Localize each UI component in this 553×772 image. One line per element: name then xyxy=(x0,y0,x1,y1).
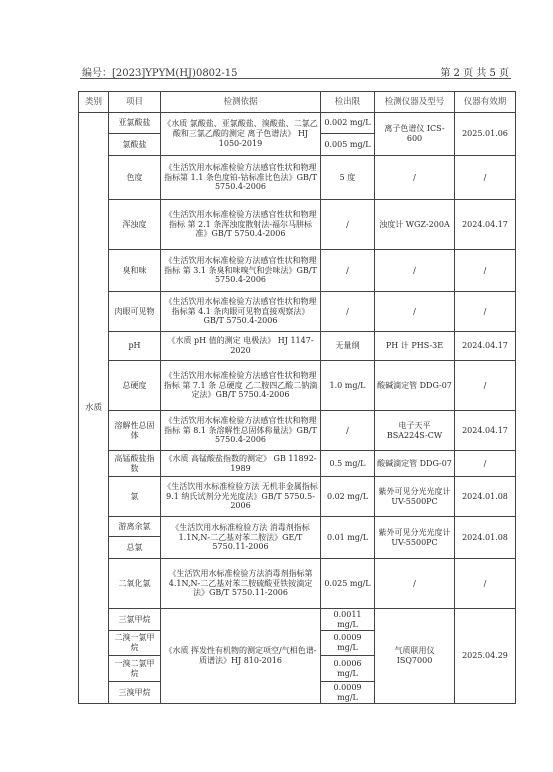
valid-cell: / xyxy=(455,292,516,332)
table-row xyxy=(79,477,516,517)
page-header xyxy=(80,62,511,79)
col-header-valid: 仪器有效期 xyxy=(455,92,516,113)
col-header-limit: 检出限 xyxy=(321,92,375,113)
limit-cell: / xyxy=(321,411,375,451)
item-cell: 三氯甲烷 xyxy=(109,609,161,631)
item-cell: 总氯 xyxy=(109,537,161,559)
table-row xyxy=(79,250,516,292)
table-row xyxy=(79,156,516,200)
basis-cell: 《生活饮用水标准检验方法感官性状和物理指标第 1.1 条色度铂-钴标准比色法》GB/T 5750.4-2006 xyxy=(161,156,321,200)
page-number: 第 2 页 共 5 页 xyxy=(440,68,509,79)
instrument-cell: 电子天平 BSA224S-CW xyxy=(375,411,455,451)
item-cell: 总硬度 xyxy=(109,361,161,411)
item-cell: 溶解性总固体 xyxy=(109,411,161,451)
limit-cell: 0.025 mg/L xyxy=(321,559,375,609)
test-method-table xyxy=(78,91,516,704)
col-header-category: 类别 xyxy=(79,92,109,113)
item-cell: 臭和味 xyxy=(109,250,161,292)
table-row xyxy=(79,411,516,451)
limit-cell: 0.5 mg/L xyxy=(321,451,375,477)
instrument-cell: 离子色谱仪 ICS-600 xyxy=(375,113,455,156)
item-cell: 游离余氯 xyxy=(109,517,161,537)
item-cell: 肉眼可见物 xyxy=(109,292,161,332)
valid-cell: 2024.04.17 xyxy=(455,332,516,361)
instrument-cell: 气质联用仪 ISQ7000 xyxy=(375,609,455,704)
limit-cell: / xyxy=(321,250,375,292)
valid-cell: / xyxy=(455,451,516,477)
item-cell: 氯 xyxy=(109,477,161,517)
table-row xyxy=(79,292,516,332)
item-cell: pH xyxy=(109,332,161,361)
table-row xyxy=(79,451,516,477)
basis-cell: 《水质 氯酸盐、亚氯酸盐、溴酸盐、二氯乙酸和三氯乙酸的测定 离子色谱法》 HJ 1050-2019 xyxy=(161,113,321,156)
limit-cell: 0.01 mg/L xyxy=(321,517,375,559)
instrument-cell: / xyxy=(375,250,455,292)
basis-cell: 《生活饮用水标准检验方法感官性状和物理指标 第 2.1 条浑浊度散射法-福尔马肼标准》GB/T 5750.4-2006 xyxy=(161,200,321,250)
table-row xyxy=(79,332,516,361)
limit-cell: 5 度 xyxy=(321,156,375,200)
table-row xyxy=(79,113,516,134)
limit-cell: 0.0009 mg/L xyxy=(321,682,375,704)
valid-cell: / xyxy=(455,559,516,609)
col-header-instrument: 检测仪器及型号 xyxy=(375,92,455,113)
report-number: 编号：[2023]YPYM(HJ)0802-15 xyxy=(82,68,238,79)
instrument-cell: 紫外可见分光光度计 UV-5500PC xyxy=(375,517,455,559)
table-row xyxy=(79,517,516,537)
basis-cell: 《生活饮用水标准检验方法感官性状和物理指标第 4.1 条肉眼可见物直接观察法》GB/T 5750.4-2006 xyxy=(161,292,321,332)
basis-cell: 《生活饮用水标准检验方法感官性状和物理指标 第 7.1 条 总硬度 乙二胺四乙酸二钠滴定法》GB/T 5750.4-2006 xyxy=(161,361,321,411)
instrument-cell: / xyxy=(375,292,455,332)
limit-cell: 0.002 mg/L xyxy=(321,113,375,134)
limit-cell: 0.02 mg/L xyxy=(321,477,375,517)
valid-cell: / xyxy=(455,250,516,292)
basis-cell: 《水质 挥发性有机物的测定项空/气相色谱-质谱法》HJ 810-2016 xyxy=(161,609,321,704)
item-cell: 二氧化氯 xyxy=(109,559,161,609)
category-cell: 水质 xyxy=(79,113,109,704)
basis-cell: 《生活饮用水标准检验方法感官性状和物理指标 第 8.1 条溶解性总固体称量法》GB/T 5750.4-2006 xyxy=(161,411,321,451)
instrument-cell: 紫外可见分光光度计 UV-5500PC xyxy=(375,477,455,517)
limit-cell: 0.0011 mg/L xyxy=(321,609,375,631)
limit-cell: / xyxy=(321,200,375,250)
valid-cell: 2024.01.08 xyxy=(455,477,516,517)
valid-cell: / xyxy=(455,361,516,411)
table-row xyxy=(79,609,516,631)
limit-cell: / xyxy=(321,292,375,332)
valid-cell: 2025.01.06 xyxy=(455,113,516,156)
limit-cell: 0.0009 mg/L xyxy=(321,631,375,656)
instrument-cell: 浊度计 WGZ-200A xyxy=(375,200,455,250)
table-row xyxy=(79,361,516,411)
valid-cell: / xyxy=(455,156,516,200)
item-cell: 高锰酸盐指数 xyxy=(109,451,161,477)
basis-cell: 《生活饮用水标准检验方法 无机非金属指标 9.1 纳氏试剂分光光度法》GB/T 5750.5-2006 xyxy=(161,477,321,517)
basis-cell: 《生活饮用水标准检验方法消毒剂指标第 4.1N,N-二乙基对苯二胺硫酸亚铁铵滴定法》GB/T 5750.11-2006 xyxy=(161,559,321,609)
item-cell: 氯酸盐 xyxy=(109,134,161,156)
item-cell: 亚氯酸盐 xyxy=(109,113,161,134)
valid-cell: 2024.04.17 xyxy=(455,411,516,451)
limit-cell: 0.005 mg/L xyxy=(321,134,375,156)
limit-cell: 1.0 mg/L xyxy=(321,361,375,411)
basis-cell: 《水质 pH 值的测定 电极法》 HJ 1147-2020 xyxy=(161,332,321,361)
col-header-basis: 检测依据 xyxy=(161,92,321,113)
instrument-cell: / xyxy=(375,156,455,200)
limit-cell: 无量纲 xyxy=(321,332,375,361)
table-row xyxy=(79,559,516,609)
valid-cell: 2024.04.17 xyxy=(455,200,516,250)
limit-cell: 0.0006 mg/L xyxy=(321,656,375,682)
item-cell: 一溴二氯甲烷 xyxy=(109,656,161,682)
valid-cell: 2024.01.08 xyxy=(455,517,516,559)
basis-cell: 《生活饮用水标准检验方法感官性状和物理指标 第 3.1 条臭和味嗅气和尝味法》GB/T 5750.4-2006 xyxy=(161,250,321,292)
instrument-cell: PH 计 PHS-3E xyxy=(375,332,455,361)
instrument-cell: / xyxy=(375,559,455,609)
instrument-cell: 酸碱滴定管 DDG-07 xyxy=(375,451,455,477)
item-cell: 二溴一氯甲烷 xyxy=(109,631,161,656)
col-header-item: 项目 xyxy=(109,92,161,113)
table-header-row xyxy=(79,92,516,113)
valid-cell: 2025.04.29 xyxy=(455,609,516,704)
item-cell: 色度 xyxy=(109,156,161,200)
item-cell: 浑浊度 xyxy=(109,200,161,250)
table-row xyxy=(79,200,516,250)
item-cell: 三溴甲烷 xyxy=(109,682,161,704)
basis-cell: 《水质 高锰酸盐指数的测定》 GB 11892-1989 xyxy=(161,451,321,477)
instrument-cell: 酸碱滴定管 DDG-07 xyxy=(375,361,455,411)
basis-cell: 《生活饮用水标准检验方法 消毒剂指标 1.1N,N-二乙基对苯二胺法》GE/T 5750.11-2006 xyxy=(161,517,321,559)
